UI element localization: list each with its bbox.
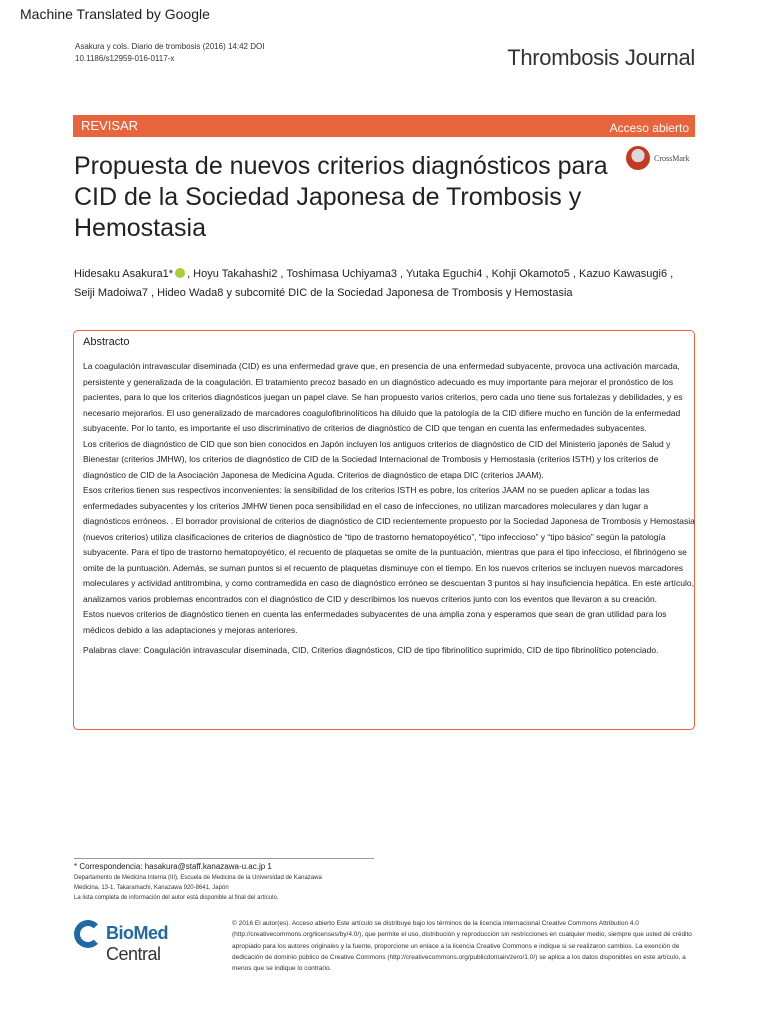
citation-doi[interactable]: 10.1186/s12959-016-0117-x [75, 54, 175, 63]
affiliation-line: Departamento de Medicina Interna (III), Escuela de Medicina de la Universidad de Kanazawa [74, 875, 322, 881]
footnotes [74, 858, 379, 903]
author-list [74, 265, 704, 303]
orcid-icon[interactable] [175, 268, 185, 278]
journal-name: Thrombosis Journal [507, 45, 695, 70]
crossmark-label: CrossMark [654, 154, 690, 163]
abstract-body [83, 359, 695, 659]
crossmark-icon [626, 146, 650, 170]
biomed-central-logo [74, 918, 224, 964]
publisher-name-rest: Central [106, 944, 161, 964]
affiliation-line: Medicina, 13-1, Takaramachi, Kanazawa 920-8641, Japón [74, 885, 229, 891]
abstract-box [73, 330, 695, 730]
article-title: Propuesta de nuevos criterios diagnósticos para CID de la Sociedad Japonesa de Trombosis y Hemostasia [74, 152, 608, 242]
open-access-label: Acceso abierto [609, 121, 689, 135]
abstract-heading: Abstracto [83, 336, 130, 348]
abstract-keywords: Palabras clave: Coagulación intravascular diseminada, CID, Criterios diagnósticos, CID de tipo fibrinolítico suprimido, CID de tipo fibrinolítico potenciado. [83, 645, 659, 655]
footnote-divider [74, 858, 374, 859]
biomed-central-icon [74, 920, 102, 948]
citation-block [75, 41, 264, 65]
machine-translation-banner: Machine Translated by Google [20, 6, 210, 22]
publisher-name [106, 923, 224, 965]
abstract-paragraph: Los criterios de diagnóstico de CID que son bien conocidos en Japón incluyen los antiguos criterios de diagnóstico de CID del Ministerio japonés de Salud y Bienestar (criterios JMHW), los criterios de diagnóstico de CID de la Sociedad Internacional de Trombosis y Hemostasia (criterios ISTH) y los criterios de diagnóstico de CID de la Asociación Japonesa de Medicina Aguda. Criterios de diagnóstico de etapa DIC (criterios JAAM). [83, 438, 671, 480]
affiliation-line: La lista completa de información del autor está disponible al final del artículo. [74, 895, 279, 901]
author-line-2: Seiji Madoiwa7 , Hideo Wada8 y subcomité DIC de la Sociedad Japonesa de Trombosis y Hemostasia [74, 287, 573, 299]
article-header-bar [73, 115, 695, 137]
citation-line-1: Asakura y cols. Diario de trombosis (2016) 14:42 DOI [75, 42, 265, 51]
abstract-paragraph: La coagulación intravascular diseminada (CID) es una enfermedad grave que, en presencia de una enfermedad subyacente, provoca una activación marcada, persistente y generalizada de la coagulación. El tratamiento precoz basado en un diagnóstico adecuado es muy importante para mejorar el pronóstico de los pacientes, para lo que los criterios diagnósticos juegan un papel clave. Se han propuesto varios criterios, pero cada uno tiene sus fortalezas y debilidades, y es necesario mejorarlos. El uso generalizado de marcadores coagulofibrinolíticos ha diluido que la patología de la CID difiere mucho en función de la enfermedad subyacente. Por lo tanto, es importante el uso discriminativo de criterios de diagnóstico de CID que tengan en cuenta las enfermedades subyacentes. [83, 361, 683, 433]
author-rest: , Hoyu Takahashi2 , Toshimasa Uchiyama3 , Yutaka Eguchi4 , Kohji Okamoto5 , Kazuo Kawasugi6 , [187, 268, 674, 280]
license-text: © 2016 El autor(es). Acceso abierto Este artículo se distribuye bajo los términos de la licencia internacional Creative Commons Attribution 4.0 (http://creativecommons.org/licenses/by/4.0/), que permite el uso, distribución y reproducción sin restricciones en cualquier medio, siempre que usted dé crédito apropiado para los autores originales y la fuente, proporcione un enlace a la licencia Creative Commons e indique si se realizaron cambios. La exención de dedicación de dominio público de Creative Commons (http://creativecommons.org/publicdomain/zero/1.0/) se aplica a los datos disponibles en este artículo, a menos que se indique lo contrario. [232, 920, 692, 973]
abstract-paragraph: Estos nuevos criterios de diagnóstico tienen en cuenta las enfermedades subyacentes de una amplia zona y esperamos que sean de gran utilidad para los médicos debido a las adaptaciones y mejoras anteriores. [83, 609, 667, 635]
publisher-name-bold: BioMed [106, 923, 168, 943]
author-first: Hidesaku Asakura1* [74, 268, 174, 280]
article-type-label: REVISAR [81, 118, 139, 133]
crossmark-badge[interactable] [626, 146, 698, 174]
correspondence-email[interactable]: * Correspondencia: hasakura@staff.kanazawa-u.ac.jp 1 [74, 862, 272, 871]
abstract-paragraph: Esos criterios tienen sus respectivos inconvenientes: la sensibilidad de los criterios ISTH es pobre, los criterios JAAM no se pueden aplicar a todas las enfermedades subyacentes y los criterios JMHW tienen poca sensibilidad en el caso de infecciones, no utilizan marcadores moleculares y dan lugar a diagnósticos erróneos. . El borrador provisional de criterios de diagnóstico de CID recientemente propuesto por la Sociedad Japonesa de Trombosis y Hemostasia (nuevos criterios) utiliza clasificaciones de criterios de diagnóstico de “tipo de trastorno hematopoyético”, “tipo infeccioso” y “tipo básico” según la patología subyacente. Para el tipo de trastorno hematopoyético, el recuento de plaquetas se omite de la puntuación, mientras que para el tipo infeccioso, el fibrinógeno se omite de la puntuación. Además, se suman puntos si el recuento de plaquetas disminuye con el tiempo. En los nuevos criterios se incluyen nuevos marcadores moleculares y actividad antitrombina, y como contramedida en caso de diagnóstico erróneo se descuentan 3 puntos si hay insuficiencia hepática. En este artículo, analizamos varios problemas encontrados con el diagnóstico de CID y describimos los nuevos criterios junto con los eventos que llevaron a su creación. [83, 485, 695, 604]
